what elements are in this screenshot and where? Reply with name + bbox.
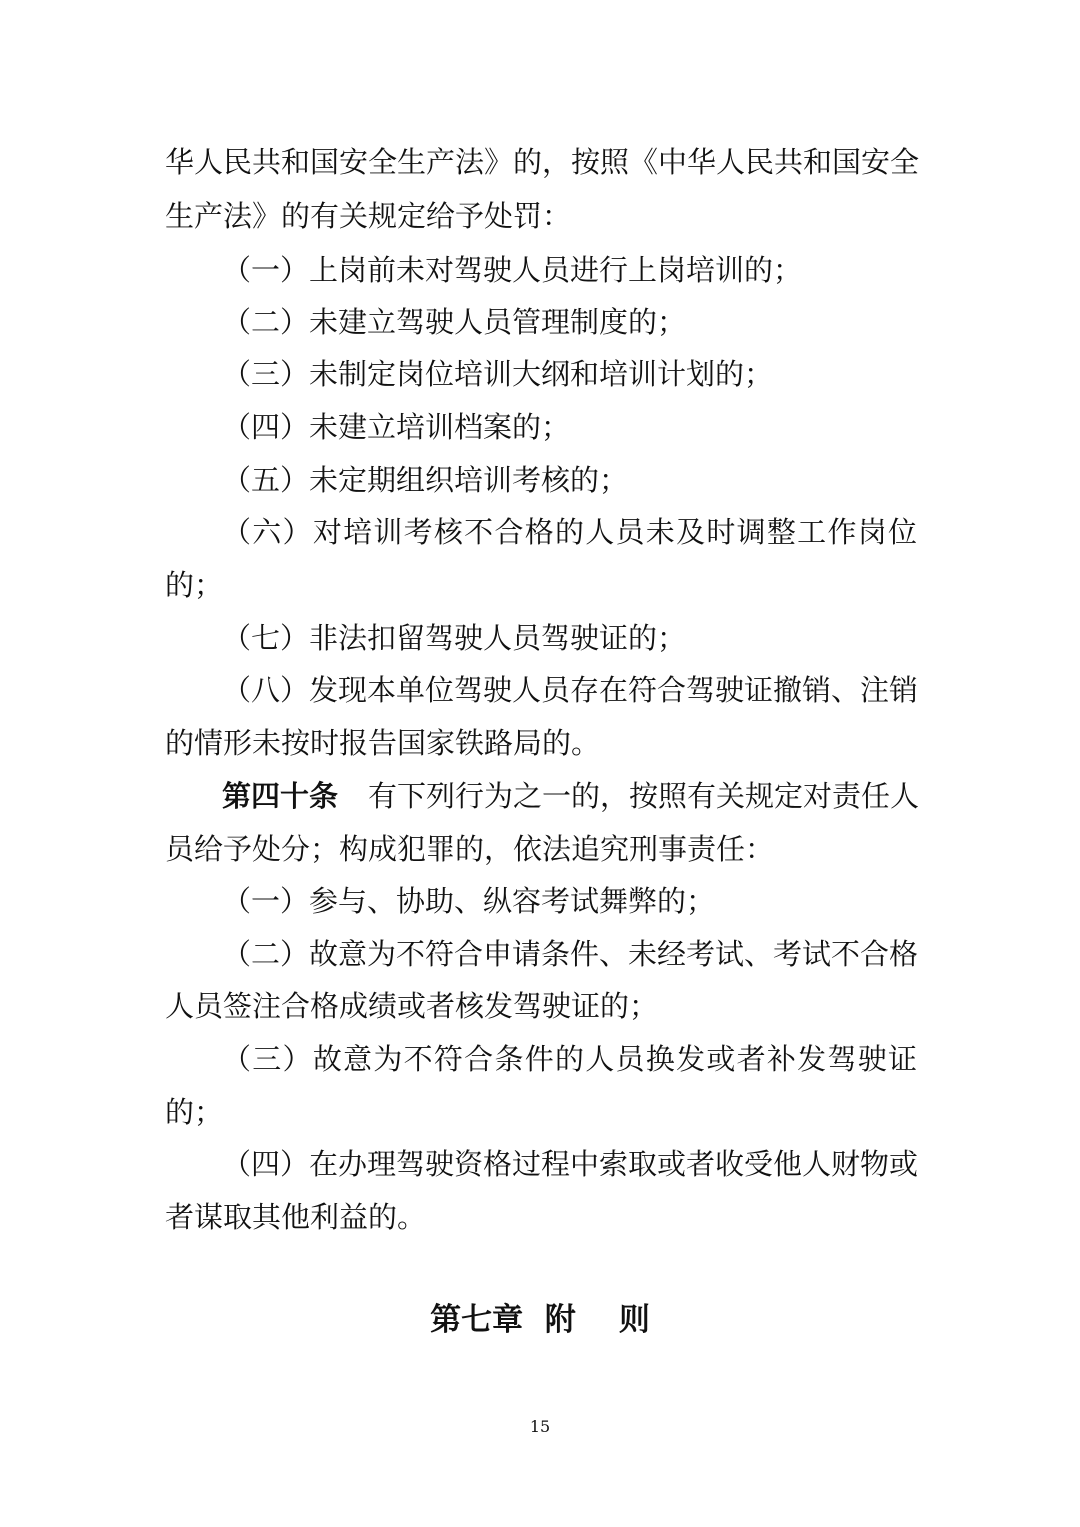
page-number: 15 bbox=[529, 1417, 551, 1436]
list-item-continuation: 的情形未按时报告国家铁路局的。 bbox=[165, 726, 601, 760]
body-line: 生产法》的有关规定给予处罚： bbox=[165, 199, 572, 233]
list-item: （二）未建立驾驶人员管理制度的； bbox=[222, 305, 687, 339]
list-item: （三）未制定岗位培训大纲和培训计划的； bbox=[222, 357, 774, 391]
list-item: （二）故意为不符合申请条件、未经考试、考试不合格 bbox=[222, 937, 919, 971]
list-item: （一）上岗前未对驾驶人员进行上岗培训的； bbox=[222, 253, 803, 287]
list-item-continuation: 的； bbox=[165, 568, 224, 602]
list-item-continuation: 者谋取其他利益的。 bbox=[165, 1200, 427, 1234]
list-item-continuation: 的； bbox=[165, 1095, 224, 1129]
list-item: （七）非法扣留驾驶人员驾驶证的； bbox=[222, 621, 687, 655]
list-item: （六）对培训考核不合格的人员未及时调整工作岗位 bbox=[222, 515, 917, 549]
body-line: 华人民共和国安全生产法》的，按照《中华人民共和国安全 bbox=[165, 145, 920, 179]
article-text: 有下列行为之一的，按照有关规定对责任人 bbox=[368, 779, 920, 813]
list-item: （四）未建立培训档案的； bbox=[222, 410, 571, 444]
list-item: （五）未定期组织培训考核的； bbox=[222, 463, 629, 497]
list-item: （八）发现本单位驾驶人员存在符合驾驶证撤销、注销 bbox=[222, 673, 919, 707]
list-item: （三）故意为不符合条件的人员换发或者补发驾驶证 bbox=[222, 1042, 917, 1076]
body-line: 员给予处分；构成犯罪的，依法追究刑事责任： bbox=[165, 832, 775, 866]
list-item: （四）在办理驾驶资格过程中索取或者收受他人财物或 bbox=[222, 1147, 919, 1181]
list-item: （一）参与、协助、纵容考试舞弊的； bbox=[222, 884, 716, 918]
article-40-first-line bbox=[222, 776, 920, 816]
list-item-continuation: 人员签注合格成绩或者核发驾驶证的； bbox=[165, 989, 659, 1023]
article-heading: 第四十条 bbox=[222, 779, 339, 813]
chapter-title: 第七章 附 则 bbox=[430, 1302, 650, 1338]
